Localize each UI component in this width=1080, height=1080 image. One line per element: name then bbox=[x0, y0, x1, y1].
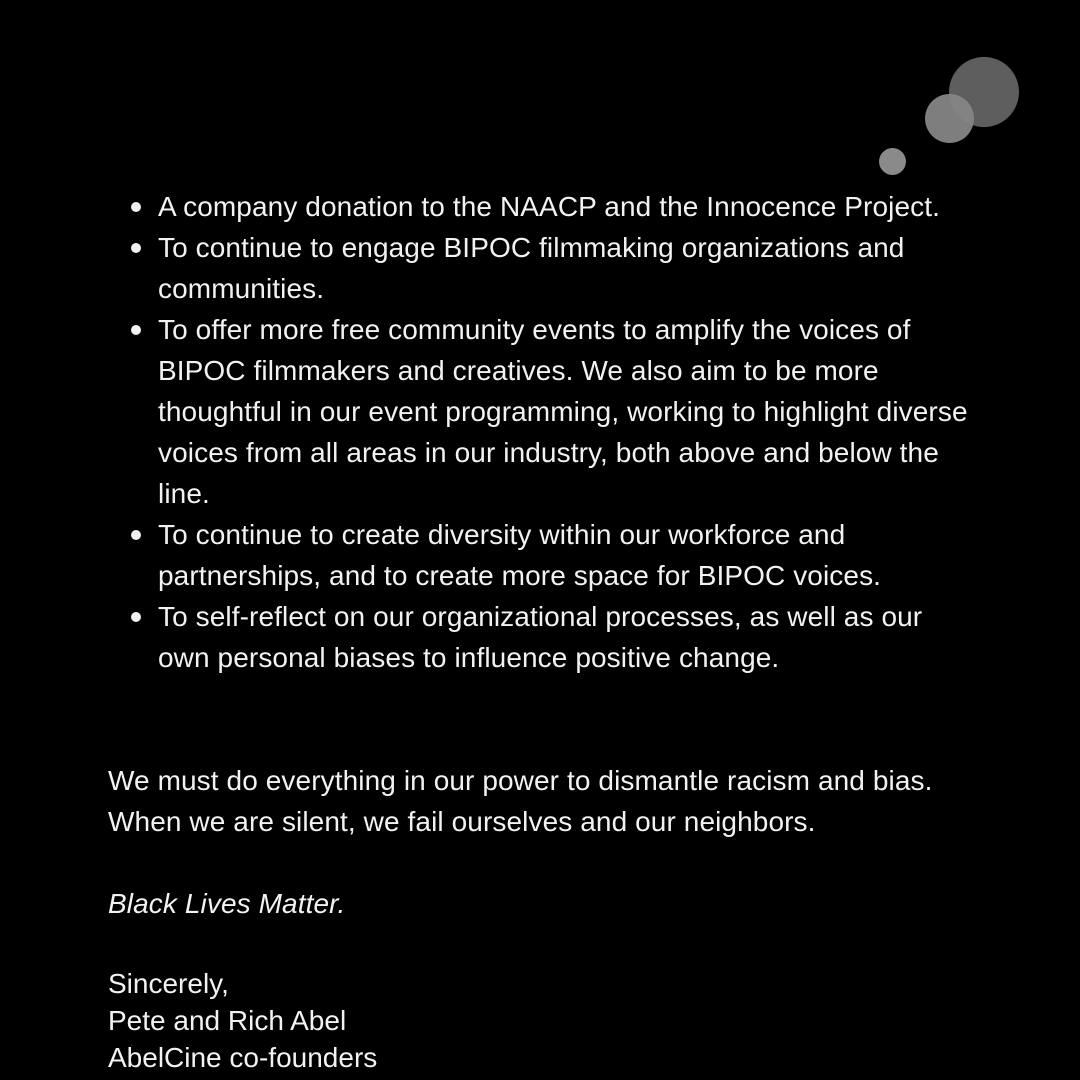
decorative-circle-small bbox=[879, 148, 906, 175]
motto: Black Lives Matter. bbox=[108, 888, 346, 919]
decorative-circle-medium bbox=[925, 94, 974, 143]
list-item: To offer more free community events to amplify the voices of BIPOC filmmakers and creatives. We also aim to be more thoughtful in our event programming, working to highlight diverse voices from all areas in our industry, both above and below the line. bbox=[158, 309, 978, 514]
signature-title: AbelCine co-founders bbox=[108, 1042, 378, 1073]
commitments-list bbox=[158, 186, 978, 678]
signature-names: Pete and Rich Abel bbox=[108, 1005, 347, 1036]
list-item: A company donation to the NAACP and the Innocence Project. bbox=[158, 186, 978, 227]
signature-salutation: Sincerely, bbox=[108, 968, 229, 999]
list-item: To continue to engage BIPOC filmmaking organizations and communities. bbox=[158, 227, 978, 309]
list-item: To continue to create diversity within our workforce and partnerships, and to create more space for BIPOC voices. bbox=[158, 514, 978, 596]
list-item: To self-reflect on our organizational processes, as well as our own personal biases to influence positive change. bbox=[158, 596, 978, 678]
closing-paragraph: We must do everything in our power to dismantle racism and bias. When we are silent, we fail ourselves and our neighbors. bbox=[108, 765, 933, 837]
